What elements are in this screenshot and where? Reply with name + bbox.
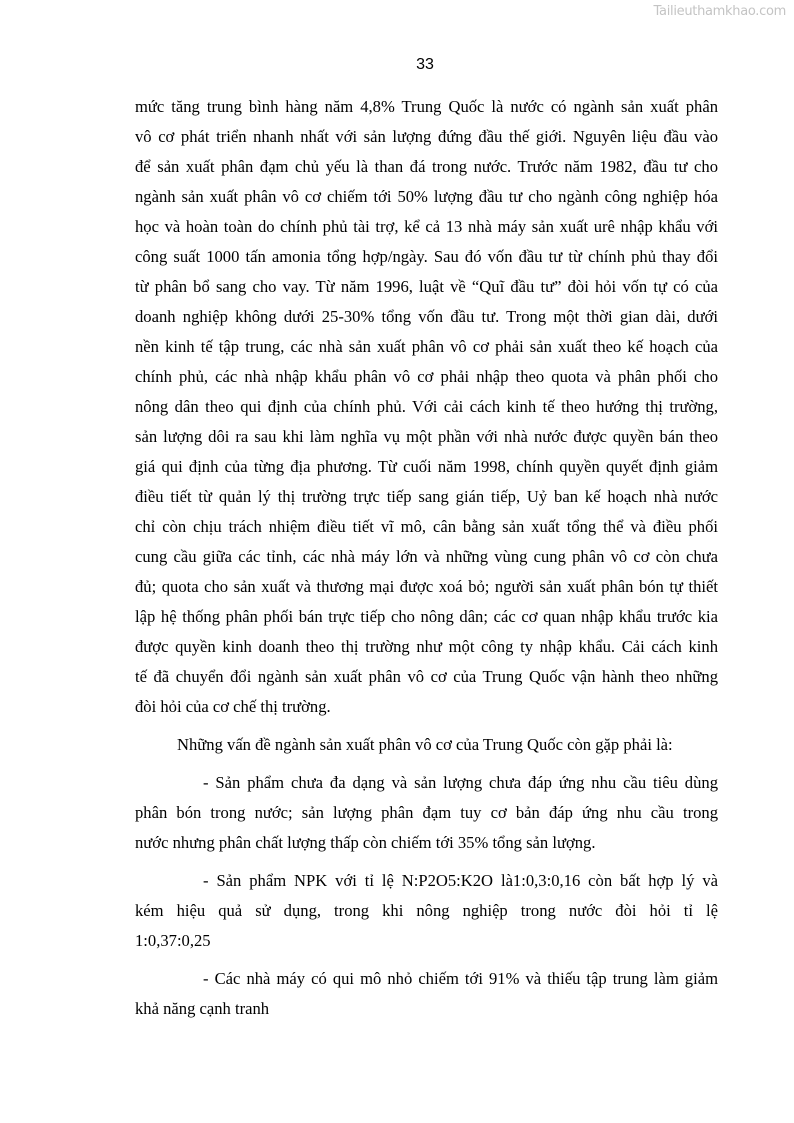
text-line: được quyền kinh doanh theo thị trường như một công ty nhập khẩu. Cải cách kinh xyxy=(135,637,718,656)
watermark: Tailieuthamkhao.com xyxy=(653,4,786,19)
text-line: ngành sản xuất phân vô cơ chiếm tới 50% lượng đầu tư cho ngành công nghiệp hóa xyxy=(135,187,718,206)
list-item-product-diversity xyxy=(135,768,718,858)
text-line: giá qui định của từng địa phương. Từ cuối năm 1998, chính quyền quyết định giảm xyxy=(135,457,718,476)
text-line: doanh nghiệp không dưới 25-30% tổng vốn đầu tư. Trong một thời gian dài, dưới xyxy=(135,307,718,326)
text-line: điều tiết từ quản lý thị trường trực tiếp sang gián tiếp, Uỷ ban kế hoạch nhà nước xyxy=(135,487,718,506)
text-line: đủ; quota cho sản xuất và thương mại được xoá bỏ; người sản xuất phân bón tự thiết xyxy=(135,577,718,596)
text-line: kém hiệu quả sử dụng, trong khi nông nghiệp trong nước đòi hỏi tỉ lệ xyxy=(135,901,718,920)
text-line: để sản xuất phân đạm chủ yếu là than đá trong nước. Trước năm 1982, đầu tư cho xyxy=(135,157,718,176)
paragraph-problems-intro xyxy=(135,730,718,760)
text-line: học và hoàn toàn do chính phủ tài trợ, kể cả 13 nhà máy sản xuất urê nhập khẩu với xyxy=(135,217,718,236)
text-line: sản lượng dôi ra sau khi làm nghĩa vụ một phần với nhà nước được quyền bán theo xyxy=(135,427,718,446)
text-line: - Các nhà máy có qui mô nhỏ chiếm tới 91% và thiếu tập trung làm giảm xyxy=(203,969,718,988)
text-line: nông dân theo qui định của chính phủ. Với cải cách kinh tế theo hướng thị trường, xyxy=(135,397,718,416)
text-line: chỉ còn chịu trách nhiệm điều tiết vĩ mô, cân bằng sản xuất tổng thể và điều phối xyxy=(135,517,718,536)
text-line: - Sản phẩm chưa đa dạng và sản lượng chưa đáp ứng nhu cầu tiêu dùng xyxy=(203,773,718,792)
text-line: tế đã chuyển đổi ngành sản xuất phân vô cơ của Trung Quốc vận hành theo những xyxy=(135,667,718,686)
list-item-small-scale-plants xyxy=(135,964,718,1024)
text-line: vô cơ phát triển nhanh nhất với sản lượng đứng đầu thế giới. Nguyên liệu đầu vào xyxy=(135,127,718,146)
text-line: phân bón trong nước; sản lượng phân đạm tuy cơ bản đáp ứng nhu cầu trong xyxy=(135,803,718,822)
text-line: - Sản phẩm NPK với tỉ lệ N:P2O5:K2O là1:0,3:0,16 còn bất hợp lý và xyxy=(203,871,718,890)
text-line: công suất 1000 tấn amonia tổng hợp/ngày. Sau đó vốn đầu tư từ chính phủ thay đổi xyxy=(135,247,718,266)
text-line: nền kinh tế tập trung, các nhà sản xuất phân vô cơ phải sản xuất theo kế hoạch của xyxy=(135,337,718,356)
document-body xyxy=(135,92,718,1024)
text-line: 1:0,37:0,25 xyxy=(135,931,211,950)
text-line: đòi hỏi của cơ chế thị trường. xyxy=(135,697,331,716)
text-line: cung cầu giữa các tỉnh, các nhà máy lớn và những vùng cung phân vô cơ còn chưa xyxy=(135,547,718,566)
page-number: 33 xyxy=(416,56,434,73)
text-line: chính phủ, các nhà nhập khẩu phân vô cơ phải nhập theo quota và phân phối cho xyxy=(135,367,718,386)
paragraph-market-reform xyxy=(135,92,718,722)
text-line: Những vấn đề ngành sản xuất phân vô cơ của Trung Quốc còn gặp phải là: xyxy=(177,735,673,754)
text-line: khả năng cạnh tranh xyxy=(135,999,270,1018)
text-line: từ phân bổ sang cho vay. Từ năm 1996, luật về “Quĩ đầu tư” đòi hỏi vốn tự có của xyxy=(135,277,718,296)
text-line: nước nhưng phân chất lượng thấp còn chiếm tới 35% tổng sản lượng. xyxy=(135,833,596,852)
list-item-npk-ratio xyxy=(135,866,718,956)
text-line: lập hệ thống phân phối bán trực tiếp cho nông dân; các cơ quan nhập khẩu trước kia xyxy=(135,607,718,626)
text-line: mức tăng trung bình hàng năm 4,8% Trung Quốc là nước có ngành sản xuất phân xyxy=(135,97,718,116)
